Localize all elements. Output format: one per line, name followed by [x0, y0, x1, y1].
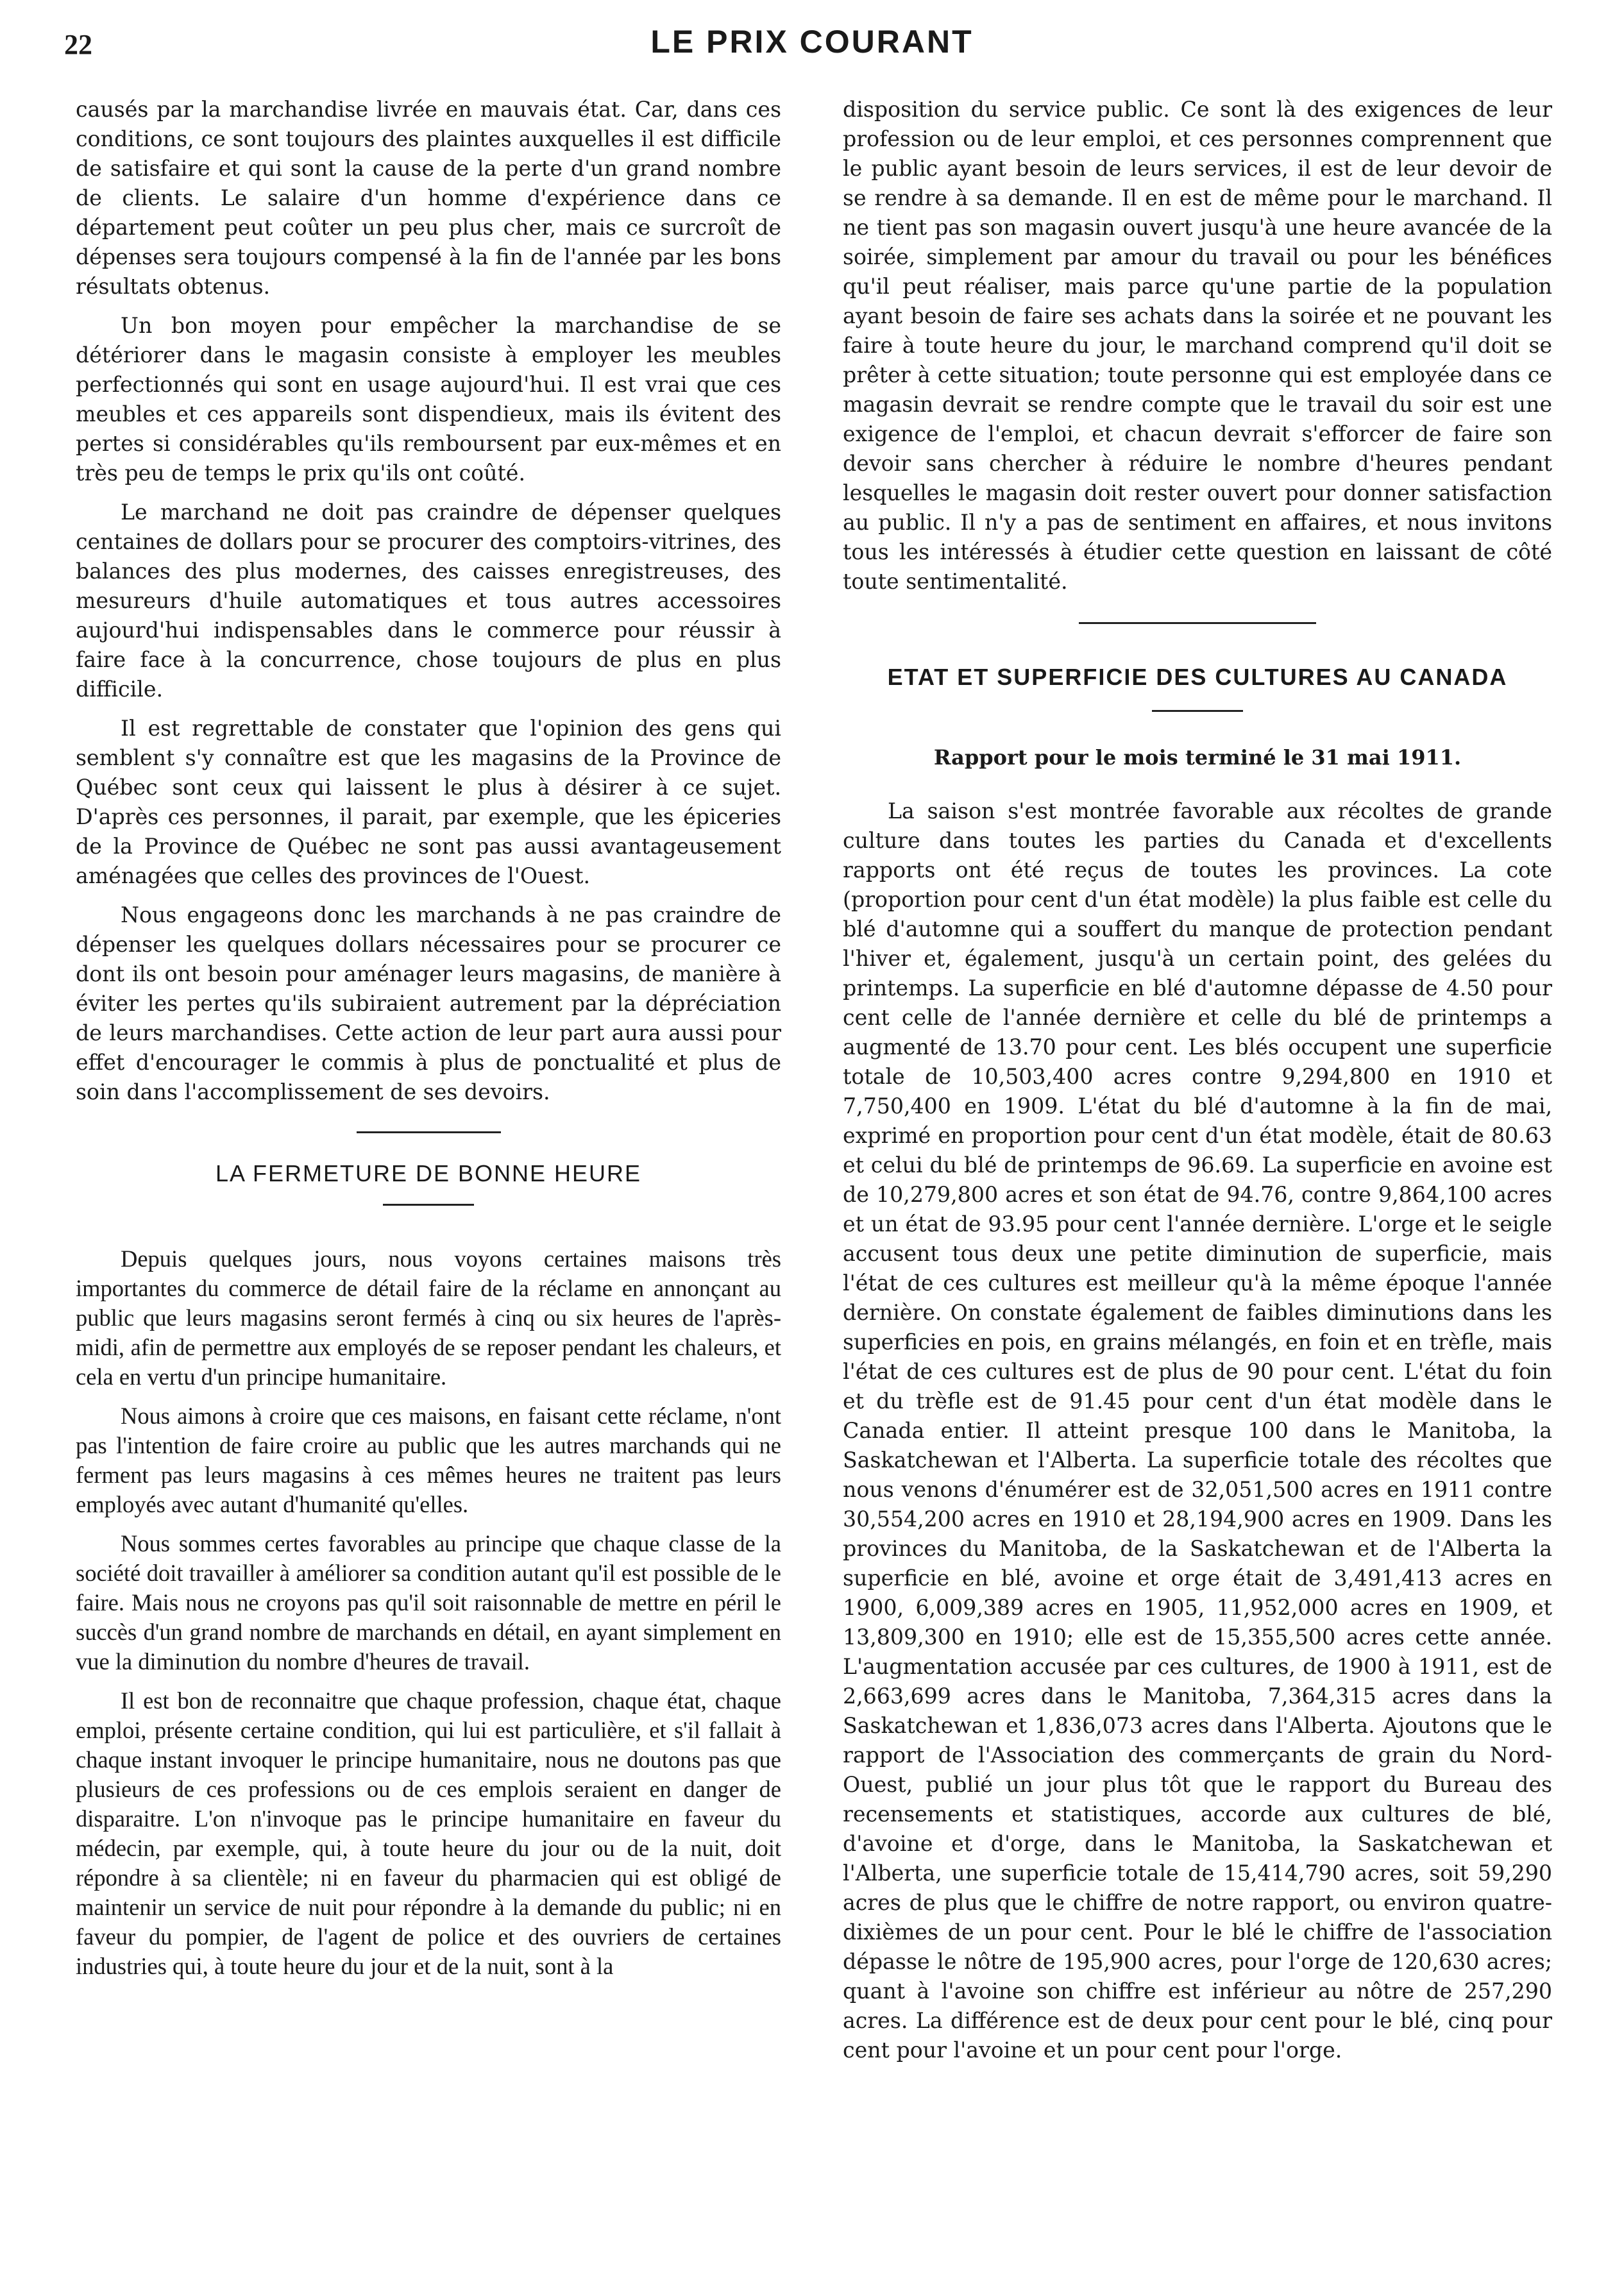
journal-title: LE PRIX COURANT — [650, 24, 974, 60]
article-subtitle: Rapport pour le mois terminé le 31 mai 1911. — [933, 745, 1462, 770]
paragraph: Depuis quelques jours, nous voyons certaines maisons très importantes du commerce de détail faire de la réclame en annonçant au public que leurs magasins seront fermés à cinq ou six heures de l'après-midi, afin de permettre aux employés de se reposer pendant les chaleurs, et cela en vertu d'un principe humanitaire. — [76, 1245, 781, 1390]
section-divider — [1079, 622, 1316, 624]
paragraph: disposition du service public. Ce sont là des exigences de leur profession ou de leur emploi, et ces personnes comprennent que le public ayant besoin de leurs services, il est de leur devoir de se rendre à sa demande. Il en est de même pour le marchand. Il ne tient pas son magasin ouvert jusqu'à une heure avancée de la soirée, simplement par amour du travail ou pour les bénéfices qu'il peut réaliser, mais parce qu'une partie de la population ayant besoin de faire ses achats dans la soirée et ne pouvant les faire à toute heure du jour, le marchand comprend qu'il doit se prêter à cette situation; toute personne qui est employée dans ce magasin devrait se rendre compte que le travail du soir est une exigence de l'emploi, et chacun devrait s'efforcer de faire son devoir sans chercher à réduire le nombre d'heures pendant lesquelles le magasin doit rester ouvert pour donner satisfaction au public. Il n'y a pas de sentiment en affaires, et nous invitons tous les intéressés à étudier cette question en laissant de côté toute sentimentalité. — [843, 97, 1552, 594]
article-title: ETAT ET SUPERFICIE DES CULTURES AU CANADA — [887, 664, 1508, 690]
title-underline — [1152, 710, 1243, 712]
article-title: LA FERMETURE DE BONNE HEURE — [215, 1160, 642, 1186]
right-column — [843, 95, 1552, 2075]
paragraph: causés par la marchandise livrée en mauvais état. Car, dans ces conditions, ce sont toujours des plaintes auxquelles il est difficile de satisfaire et qui sont la cause de la perte d'un grand nombre de clients. Le salaire d'un homme d'expérience dans ce département peut coûter un peu plus cher, mais ce surcroît de dépenses sera toujours compensé à la fin de l'année par les bons résultats obtenus. — [76, 97, 781, 299]
paragraph: Nous engageons donc les marchands à ne pas craindre de dépenser les quelques dollars nécessaires pour se procurer ce dont ils ont besoin pour aménager leurs magasins, de manière à éviter les pertes qu'ils subiraient autrement par la dépréciation de leurs marchandises. Cette action de leur part aura aussi pour effet d'encourager le commis à plus de ponctualité et plus de soin dans l'accomplissement de ses devoirs. — [76, 902, 781, 1104]
paragraph: Le marchand ne doit pas craindre de dépenser quelques centaines de dollars pour se procurer des comptoirs-vitrines, des balances des plus modernes, des caisses enregistreuses, des mesureurs d'huile automatiques et tous autres accessoires aujourd'hui indispensables dans le commerce pour réussir à faire face à la concurrence, chose toujours de plus en plus difficile. — [76, 500, 781, 702]
title-underline — [383, 1204, 474, 1206]
paragraph: Il est regrettable de constater que l'opinion des gens qui semblent s'y connaître est que les magasins de la Province de Québec sont ceux qui laissent le plus à désirer à ce sujet. D'après ces personnes, il parait, par exemple, que les épiceries de la Province de Québec ne sont pas aussi avantageusement aménagées que celles des provinces de l'Ouest. — [76, 716, 781, 888]
paragraph: Il est bon de reconnaitre que chaque profession, chaque état, chaque emploi, présente certaine condition, qui lui est particulière, et s'il fallait à chaque instant invoquer le principe humanitaire, nous ne doutons pas que plusieurs de ces professions ou de ces emplois seraient en danger de disparaitre. L'on n'invoque pas le principe humanitaire en faveur du médecin, par exemple, qui, à toute heure du jour ou de la nuit, doit répondre à sa clientèle; ni en faveur du pharmacien qui est obligé de maintenir un service de nuit pour répondre à la demande du public; ni en faveur du pompier, de l'agent de police et des ouvriers de certaines industries qui, à toute heure du jour et de la nuit, sont à la — [76, 1687, 781, 1979]
paragraph: Nous aimons à croire que ces maisons, en faisant cette réclame, n'ont pas l'intention de faire croire au public que les autres marchands qui ne ferment pas leurs magasins à ces mêmes heures ne traitent pas leurs employés avec autant d'humanité qu'elles. — [76, 1403, 781, 1517]
page-number: 22 — [64, 29, 92, 60]
left-column — [76, 95, 781, 1991]
paragraph: La saison s'est montrée favorable aux récoltes de grande culture dans toutes les parties du Canada et d'excellents rapports ont été reçus de toutes les provinces. La cote (proportion pour cent d'un état modèle) la plus faible est celle du blé d'automne qui a souffert du manque de protection pendant l'hiver et, également, jusqu'à un certain point, des gelées du printemps. La superficie en blé d'automne dépasse de 4.50 pour cent celle de l'année dernière et celle du blé de printemps a augmenté de 13.70 pour cent. Les blés occupent une superficie totale de 10,503,400 acres contre 9,294,800 en 1910 et 7,750,400 en 1909. L'état du blé d'automne à la fin de mai, exprimé en proportion pour cent d'un état modèle, était de 80.63 et celui du blé de printemps de 96.69. La superficie en avoine est de 10,279,800 acres et son état de 94.76, contre 9,864,100 acres et un état de 93.95 pour cent l'année dernière. L'orge et le seigle accusent tous deux une petite diminution de superficie, mais l'état de ces cultures est meilleur qu'à la même époque l'année dernière. On constate également de faibles diminutions dans les superficies en pois, en grains mélangés, en foin et en trèfle, mais l'état de ces cultures est de plus de 90 pour cent. L'état du foin et du trèfle est de 91.45 pour cent d'un état modèle dans le Canada entier. Il atteint presque 100 dans le Manitoba, la Saskatchewan et l'Alberta. La superficie totale des récoltes que nous venons d'énumérer est de 32,051,500 acres en 1911 contre 30,554,200 acres en 1910 et 28,194,900 acres en 1909. Dans les provinces du Manitoba, de la Saskatchewan et de l'Alberta la superficie en blé, avoine et orge était de 3,491,413 acres en 1900, 6,009,389 acres en 1905, 11,952,000 acres en 1909, et 13,809,300 en 1910; elle est de 15,355,500 acres cette année. L'augmentation accusée par ces cultures, de 1900 à 1911, est de 2,663,699 acres dans le Manitoba, 7,364,315 acres dans la Saskatchewan et 1,836,073 acres dans l'Alberta. Ajoutons que le rapport de l'Association des commerçants de grain du Nord-Ouest, publié un jour plus tôt que le rapport du Bureau des recensements et statistiques, accorde aux cultures de blé, d'avoine et d'orge, dans le Manitoba, la Saskatchewan et l'Alberta, une superficie totale de 15,414,790 acres, soit 59,290 acres de plus que le chiffre de notre rapport, ou environ quatre-dixièmes de un pour cent. Pour le blé le chiffre de l'association dépasse le nôtre de 195,900 acres, pour l'orge de 120,630 acres; quant à l'avoine son chiffre est inférieur au nôtre de 257,290 acres. La différence est de deux pour cent pour le blé, cinq pour cent pour l'avoine et un pour cent pour l'orge. — [843, 798, 1552, 2063]
section-divider — [357, 1131, 501, 1133]
paragraph: Un bon moyen pour empêcher la marchandise de se détériorer dans le magasin consiste à employer les meubles perfectionnés qui sont en usage aujourd'hui. Il est vrai que ces meubles et ces appareils sont dispendieux, mais ils évitent des pertes si considérables qu'ils remboursent par eux-mêmes et en très peu de temps le prix qu'ils ont coûté. — [76, 313, 781, 485]
paragraph: Nous sommes certes favorables au principe que chaque classe de la société doit travailler à améliorer sa condition autant qu'il est possible de le faire. Mais nous ne croyons pas qu'il soit raisonnable de mettre en péril le succès d'un grand nombre de marchands en détail, en ayant simplement en vue la diminution du nombre d'heures de travail. — [76, 1530, 781, 1675]
